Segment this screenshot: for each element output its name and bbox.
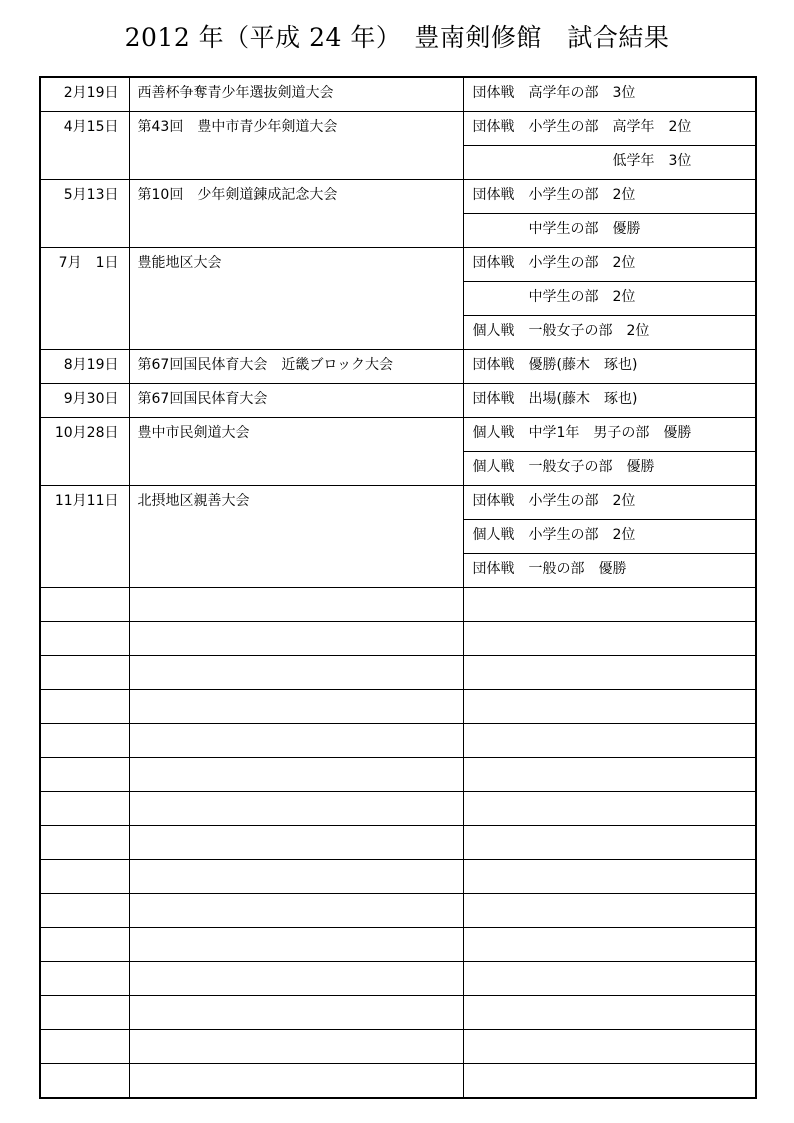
event-result: 中学生の部 2位 xyxy=(463,282,756,316)
table-row xyxy=(40,384,756,418)
event-date: 4月15日 xyxy=(40,112,129,180)
table-row xyxy=(40,77,756,112)
event-date: 8月19日 xyxy=(40,350,129,384)
empty-table-row xyxy=(40,962,756,996)
empty-table-row xyxy=(40,792,756,826)
empty-table-row xyxy=(40,622,756,656)
empty-cell xyxy=(40,758,129,792)
table-row xyxy=(40,180,756,214)
empty-cell xyxy=(129,622,463,656)
empty-table-row xyxy=(40,1064,756,1099)
empty-cell xyxy=(463,826,756,860)
empty-cell xyxy=(40,996,129,1030)
event-date: 2月19日 xyxy=(40,77,129,112)
event-result: 中学生の部 優勝 xyxy=(463,214,756,248)
event-result: 個人戦 中学1年 男子の部 優勝 xyxy=(463,418,756,452)
event-name: 第10回 少年剣道錬成記念大会 xyxy=(129,180,463,248)
empty-cell xyxy=(463,1064,756,1099)
event-result: 個人戦 一般女子の部 2位 xyxy=(463,316,756,350)
event-date: 11月11日 xyxy=(40,486,129,588)
results-table xyxy=(39,76,757,1099)
empty-cell xyxy=(40,826,129,860)
empty-cell xyxy=(40,724,129,758)
empty-cell xyxy=(40,656,129,690)
table-row xyxy=(40,418,756,452)
event-result: 団体戦 小学生の部 2位 xyxy=(463,486,756,520)
empty-cell xyxy=(129,996,463,1030)
empty-cell xyxy=(129,1064,463,1099)
empty-cell xyxy=(40,962,129,996)
table-row xyxy=(40,112,756,146)
empty-table-row xyxy=(40,826,756,860)
event-result: 個人戦 一般女子の部 優勝 xyxy=(463,452,756,486)
event-result: 個人戦 小学生の部 2位 xyxy=(463,520,756,554)
event-result: 団体戦 小学生の部 高学年 2位 xyxy=(463,112,756,146)
empty-cell xyxy=(129,656,463,690)
event-name: 北摂地区親善大会 xyxy=(129,486,463,588)
empty-cell xyxy=(129,826,463,860)
empty-cell xyxy=(40,894,129,928)
empty-table-row xyxy=(40,894,756,928)
table-row xyxy=(40,486,756,520)
empty-cell xyxy=(40,690,129,724)
event-result: 低学年 3位 xyxy=(463,146,756,180)
empty-cell xyxy=(463,1030,756,1064)
event-name: 西善杯争奪青少年選抜剣道大会 xyxy=(129,77,463,112)
table-row xyxy=(40,248,756,282)
empty-cell xyxy=(463,996,756,1030)
empty-cell xyxy=(40,622,129,656)
empty-table-row xyxy=(40,1030,756,1064)
empty-cell xyxy=(129,758,463,792)
empty-cell xyxy=(129,962,463,996)
empty-cell xyxy=(463,928,756,962)
empty-cell xyxy=(463,758,756,792)
empty-table-row xyxy=(40,928,756,962)
empty-cell xyxy=(463,894,756,928)
empty-cell xyxy=(40,1064,129,1099)
empty-table-row xyxy=(40,656,756,690)
event-result: 団体戦 高学年の部 3位 xyxy=(463,77,756,112)
empty-cell xyxy=(129,690,463,724)
event-result: 団体戦 一般の部 優勝 xyxy=(463,554,756,588)
empty-cell xyxy=(129,894,463,928)
empty-cell xyxy=(463,690,756,724)
empty-cell xyxy=(129,792,463,826)
empty-cell xyxy=(40,792,129,826)
empty-cell xyxy=(40,860,129,894)
event-date: 5月13日 xyxy=(40,180,129,248)
empty-cell xyxy=(463,962,756,996)
page-title: 2012 年（平成 24 年） 豊南剣修館 試合結果 xyxy=(124,23,670,52)
empty-cell xyxy=(40,1030,129,1064)
empty-table-row xyxy=(40,588,756,622)
event-result: 団体戦 小学生の部 2位 xyxy=(463,248,756,282)
empty-cell xyxy=(129,1030,463,1064)
event-result: 団体戦 出場(藤木 琢也) xyxy=(463,384,756,418)
empty-cell xyxy=(129,860,463,894)
empty-table-row xyxy=(40,724,756,758)
table-row xyxy=(40,350,756,384)
event-name: 第67回国民体育大会 xyxy=(129,384,463,418)
empty-cell xyxy=(463,622,756,656)
event-result: 団体戦 小学生の部 2位 xyxy=(463,180,756,214)
empty-cell xyxy=(129,724,463,758)
empty-cell xyxy=(40,588,129,622)
event-name: 第43回 豊中市青少年剣道大会 xyxy=(129,112,463,180)
event-result: 団体戦 優勝(藤木 琢也) xyxy=(463,350,756,384)
empty-cell xyxy=(129,588,463,622)
event-date: 7月 1日 xyxy=(40,248,129,350)
event-date: 9月30日 xyxy=(40,384,129,418)
empty-cell xyxy=(463,588,756,622)
empty-table-row xyxy=(40,690,756,724)
results-body xyxy=(40,77,756,1098)
empty-cell xyxy=(40,928,129,962)
empty-cell xyxy=(463,724,756,758)
empty-table-row xyxy=(40,860,756,894)
empty-cell xyxy=(463,656,756,690)
event-name: 豊中市民剣道大会 xyxy=(129,418,463,486)
empty-cell xyxy=(129,928,463,962)
event-name: 豊能地区大会 xyxy=(129,248,463,350)
empty-table-row xyxy=(40,996,756,1030)
empty-cell xyxy=(463,792,756,826)
empty-table-row xyxy=(40,758,756,792)
empty-cell xyxy=(463,860,756,894)
event-date: 10月28日 xyxy=(40,418,129,486)
event-name: 第67回国民体育大会 近畿ブロック大会 xyxy=(129,350,463,384)
